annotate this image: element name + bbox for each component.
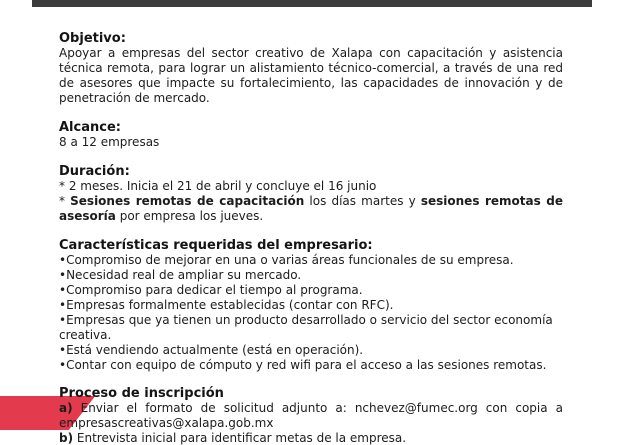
duracion-line-2 — [59, 194, 563, 224]
duracion-line-2-mid: los días martes y — [304, 194, 421, 208]
duracion-line-1: * 2 meses. Inicia el 21 de abril y concluye el 16 junio — [59, 179, 377, 193]
step-b-label: b) — [59, 431, 74, 445]
list-item: •Empresas que ya tienen un producto desarrollado o servicio del sector economía creativa. — [59, 313, 553, 342]
alcance-heading: Alcance: — [59, 120, 121, 135]
list-item: •Empresas formalmente establecidas (contar con RFC). — [59, 298, 394, 312]
proceso-step-a — [59, 401, 563, 431]
duracion-capacitacion-bold: Sesiones remotas de capacitación — [70, 194, 305, 208]
list-item: •Está vendiendo actualmente (está en operación). — [59, 343, 364, 357]
objetivo-heading: Objetivo: — [59, 31, 126, 46]
duracion-line-2-star: * — [59, 194, 71, 208]
proceso-step-b — [59, 431, 563, 445]
section-duracion — [59, 164, 563, 224]
duracion-line-2-end: por empresa los jueves. — [115, 209, 264, 223]
duracion-heading: Duración: — [59, 164, 130, 179]
list-item: •Compromiso de mejorar en una o varias áreas funcionales de su empresa. — [59, 253, 514, 267]
section-objetivo — [59, 31, 563, 106]
top-header-bar — [32, 0, 592, 7]
list-item: •Compromiso para dedicar el tiempo al programa. — [59, 283, 363, 297]
document-body — [59, 31, 563, 445]
list-item: •Contar con equipo de cómputo y red wifi para el acceso a las sesiones remotas. — [59, 358, 547, 372]
step-a-label: a) — [59, 401, 73, 415]
section-proceso — [59, 386, 563, 445]
section-alcance — [59, 120, 563, 150]
step-b-text: Entrevista inicial para identificar metas de la empresa. — [73, 431, 407, 445]
section-caracteristicas — [59, 238, 563, 373]
objetivo-text: Apoyar a empresas del sector creativo de Xalapa con capacitación y asistencia técnica remota, para lograr un alistamiento técnico-comercial, a través de una red de asesores que impacte su fortalecimiento, las capacidades de innovación y de penetración de mercado. — [59, 46, 563, 105]
list-item: •Necesidad real de ampliar su mercado. — [59, 268, 302, 282]
alcance-text: 8 a 12 empresas — [59, 135, 160, 149]
duracion-asesoria-bold: sesiones remotas de asesoría — [59, 194, 563, 223]
proceso-heading: Proceso de inscripción — [59, 386, 224, 401]
step-a-text: Enviar el formato de solicitud adjunto a: nchevez@fumec.org con copia a empresascreativas@xalapa.gob.mx — [59, 401, 563, 430]
caracteristicas-heading: Características requeridas del empresario: — [59, 238, 373, 253]
